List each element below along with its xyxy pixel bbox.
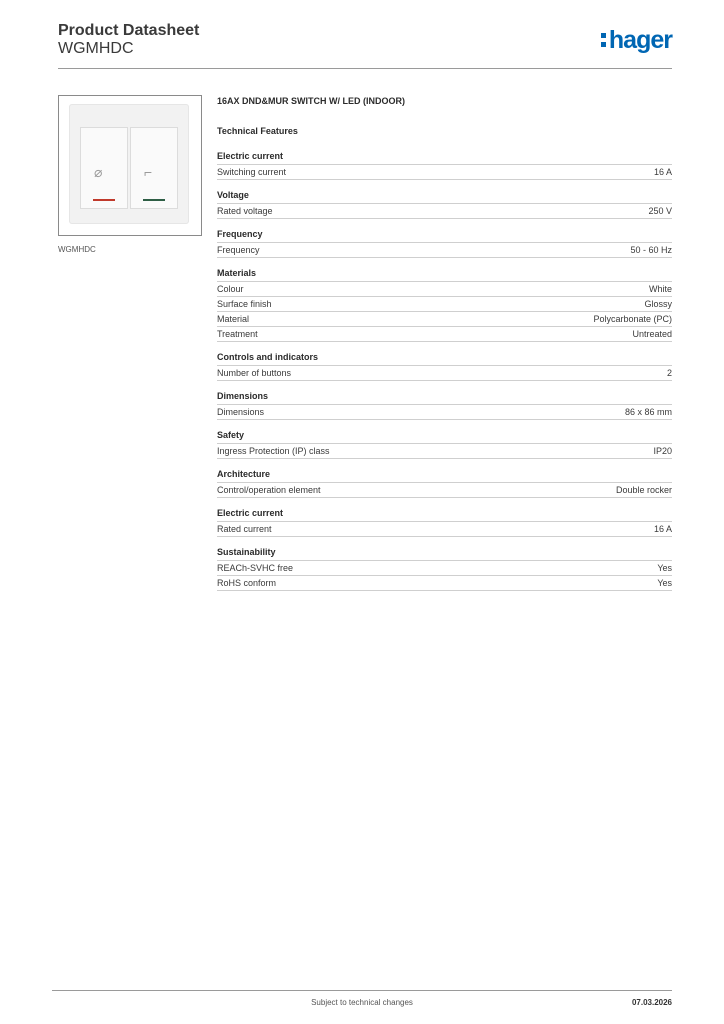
product-code: WGMHDC bbox=[58, 40, 134, 57]
footer-note: Subject to technical changes bbox=[311, 998, 413, 1007]
do-not-disturb-icon: ⌀ bbox=[94, 164, 103, 180]
make-up-room-icon: ⌐ bbox=[144, 164, 153, 180]
feature-value: 16 A bbox=[653, 524, 672, 534]
feature-section bbox=[217, 469, 672, 508]
feature-row bbox=[217, 243, 672, 258]
section-title: Frequency bbox=[217, 229, 672, 243]
feature-label: Surface finish bbox=[217, 299, 272, 309]
feature-value: 250 V bbox=[648, 206, 672, 216]
feature-value: Yes bbox=[657, 578, 672, 588]
feature-label: Material bbox=[217, 314, 250, 324]
feature-label: Treatment bbox=[217, 329, 258, 339]
feature-row bbox=[217, 483, 672, 498]
feature-value: 2 bbox=[666, 368, 672, 378]
feature-section bbox=[217, 268, 672, 352]
section-title: Materials bbox=[217, 268, 672, 282]
feature-section bbox=[217, 190, 672, 229]
left-rocker bbox=[81, 128, 127, 208]
feature-value: Untreated bbox=[632, 329, 672, 339]
feature-section bbox=[217, 430, 672, 469]
header-divider bbox=[58, 68, 672, 69]
feature-row bbox=[217, 366, 672, 381]
technical-features-heading: Technical Features bbox=[217, 126, 298, 136]
feature-value: White bbox=[648, 284, 672, 294]
document-title: Product Datasheet bbox=[58, 22, 200, 39]
feature-label: Dimensions bbox=[217, 407, 265, 417]
feature-row bbox=[217, 561, 672, 576]
feature-label: Rated voltage bbox=[217, 206, 273, 216]
product-image bbox=[58, 95, 202, 236]
section-title: Electric current bbox=[217, 151, 672, 165]
section-title: Electric current bbox=[217, 508, 672, 522]
section-title: Dimensions bbox=[217, 391, 672, 405]
feature-section bbox=[217, 151, 672, 190]
feature-value: Glossy bbox=[644, 299, 672, 309]
feature-section bbox=[217, 352, 672, 391]
feature-row bbox=[217, 576, 672, 591]
feature-label: Frequency bbox=[217, 245, 260, 255]
hager-logo bbox=[601, 28, 672, 53]
image-caption: WGMHDC bbox=[58, 245, 96, 254]
feature-value: Polycarbonate (PC) bbox=[593, 314, 672, 324]
logo-text: hager bbox=[608, 26, 672, 54]
feature-row bbox=[217, 312, 672, 327]
feature-section bbox=[217, 229, 672, 268]
feature-value: Yes bbox=[657, 563, 672, 573]
section-title: Sustainability bbox=[217, 547, 672, 561]
footer-date: 07.03.2026 bbox=[631, 998, 672, 1007]
feature-row bbox=[217, 327, 672, 342]
page-header bbox=[58, 22, 672, 68]
feature-row bbox=[217, 522, 672, 537]
logo-colon-icon bbox=[601, 33, 606, 47]
product-name: 16AX DND&MUR SWITCH W/ LED (INDOOR) bbox=[217, 96, 405, 106]
section-title: Architecture bbox=[217, 469, 672, 483]
feature-value: 86 x 86 mm bbox=[624, 407, 672, 417]
feature-label: Ingress Protection (IP) class bbox=[217, 446, 330, 456]
feature-label: REACh-SVHC free bbox=[217, 563, 294, 573]
feature-section bbox=[217, 391, 672, 430]
feature-row bbox=[217, 165, 672, 180]
feature-row bbox=[217, 444, 672, 459]
switch-plate-picture bbox=[69, 104, 189, 224]
feature-row bbox=[217, 204, 672, 219]
right-rocker bbox=[131, 128, 177, 208]
green-led-indicator bbox=[143, 199, 165, 201]
footer-divider bbox=[52, 990, 672, 991]
feature-label: Colour bbox=[217, 284, 244, 294]
feature-value: 16 A bbox=[653, 167, 672, 177]
feature-section bbox=[217, 508, 672, 547]
feature-row bbox=[217, 405, 672, 420]
feature-label: Switching current bbox=[217, 167, 287, 177]
feature-section bbox=[217, 547, 672, 601]
feature-row bbox=[217, 282, 672, 297]
feature-value: 50 - 60 Hz bbox=[630, 245, 672, 255]
section-title: Controls and indicators bbox=[217, 352, 672, 366]
feature-label: Control/operation element bbox=[217, 485, 321, 495]
datasheet-content bbox=[217, 96, 672, 601]
feature-value: Double rocker bbox=[615, 485, 672, 495]
feature-value: IP20 bbox=[653, 446, 672, 456]
feature-label: RoHS conform bbox=[217, 578, 277, 588]
feature-row bbox=[217, 297, 672, 312]
section-title: Voltage bbox=[217, 190, 672, 204]
feature-label: Rated current bbox=[217, 524, 272, 534]
red-led-indicator bbox=[93, 199, 115, 201]
feature-label: Number of buttons bbox=[217, 368, 292, 378]
section-title: Safety bbox=[217, 430, 672, 444]
feature-sections bbox=[217, 151, 672, 601]
